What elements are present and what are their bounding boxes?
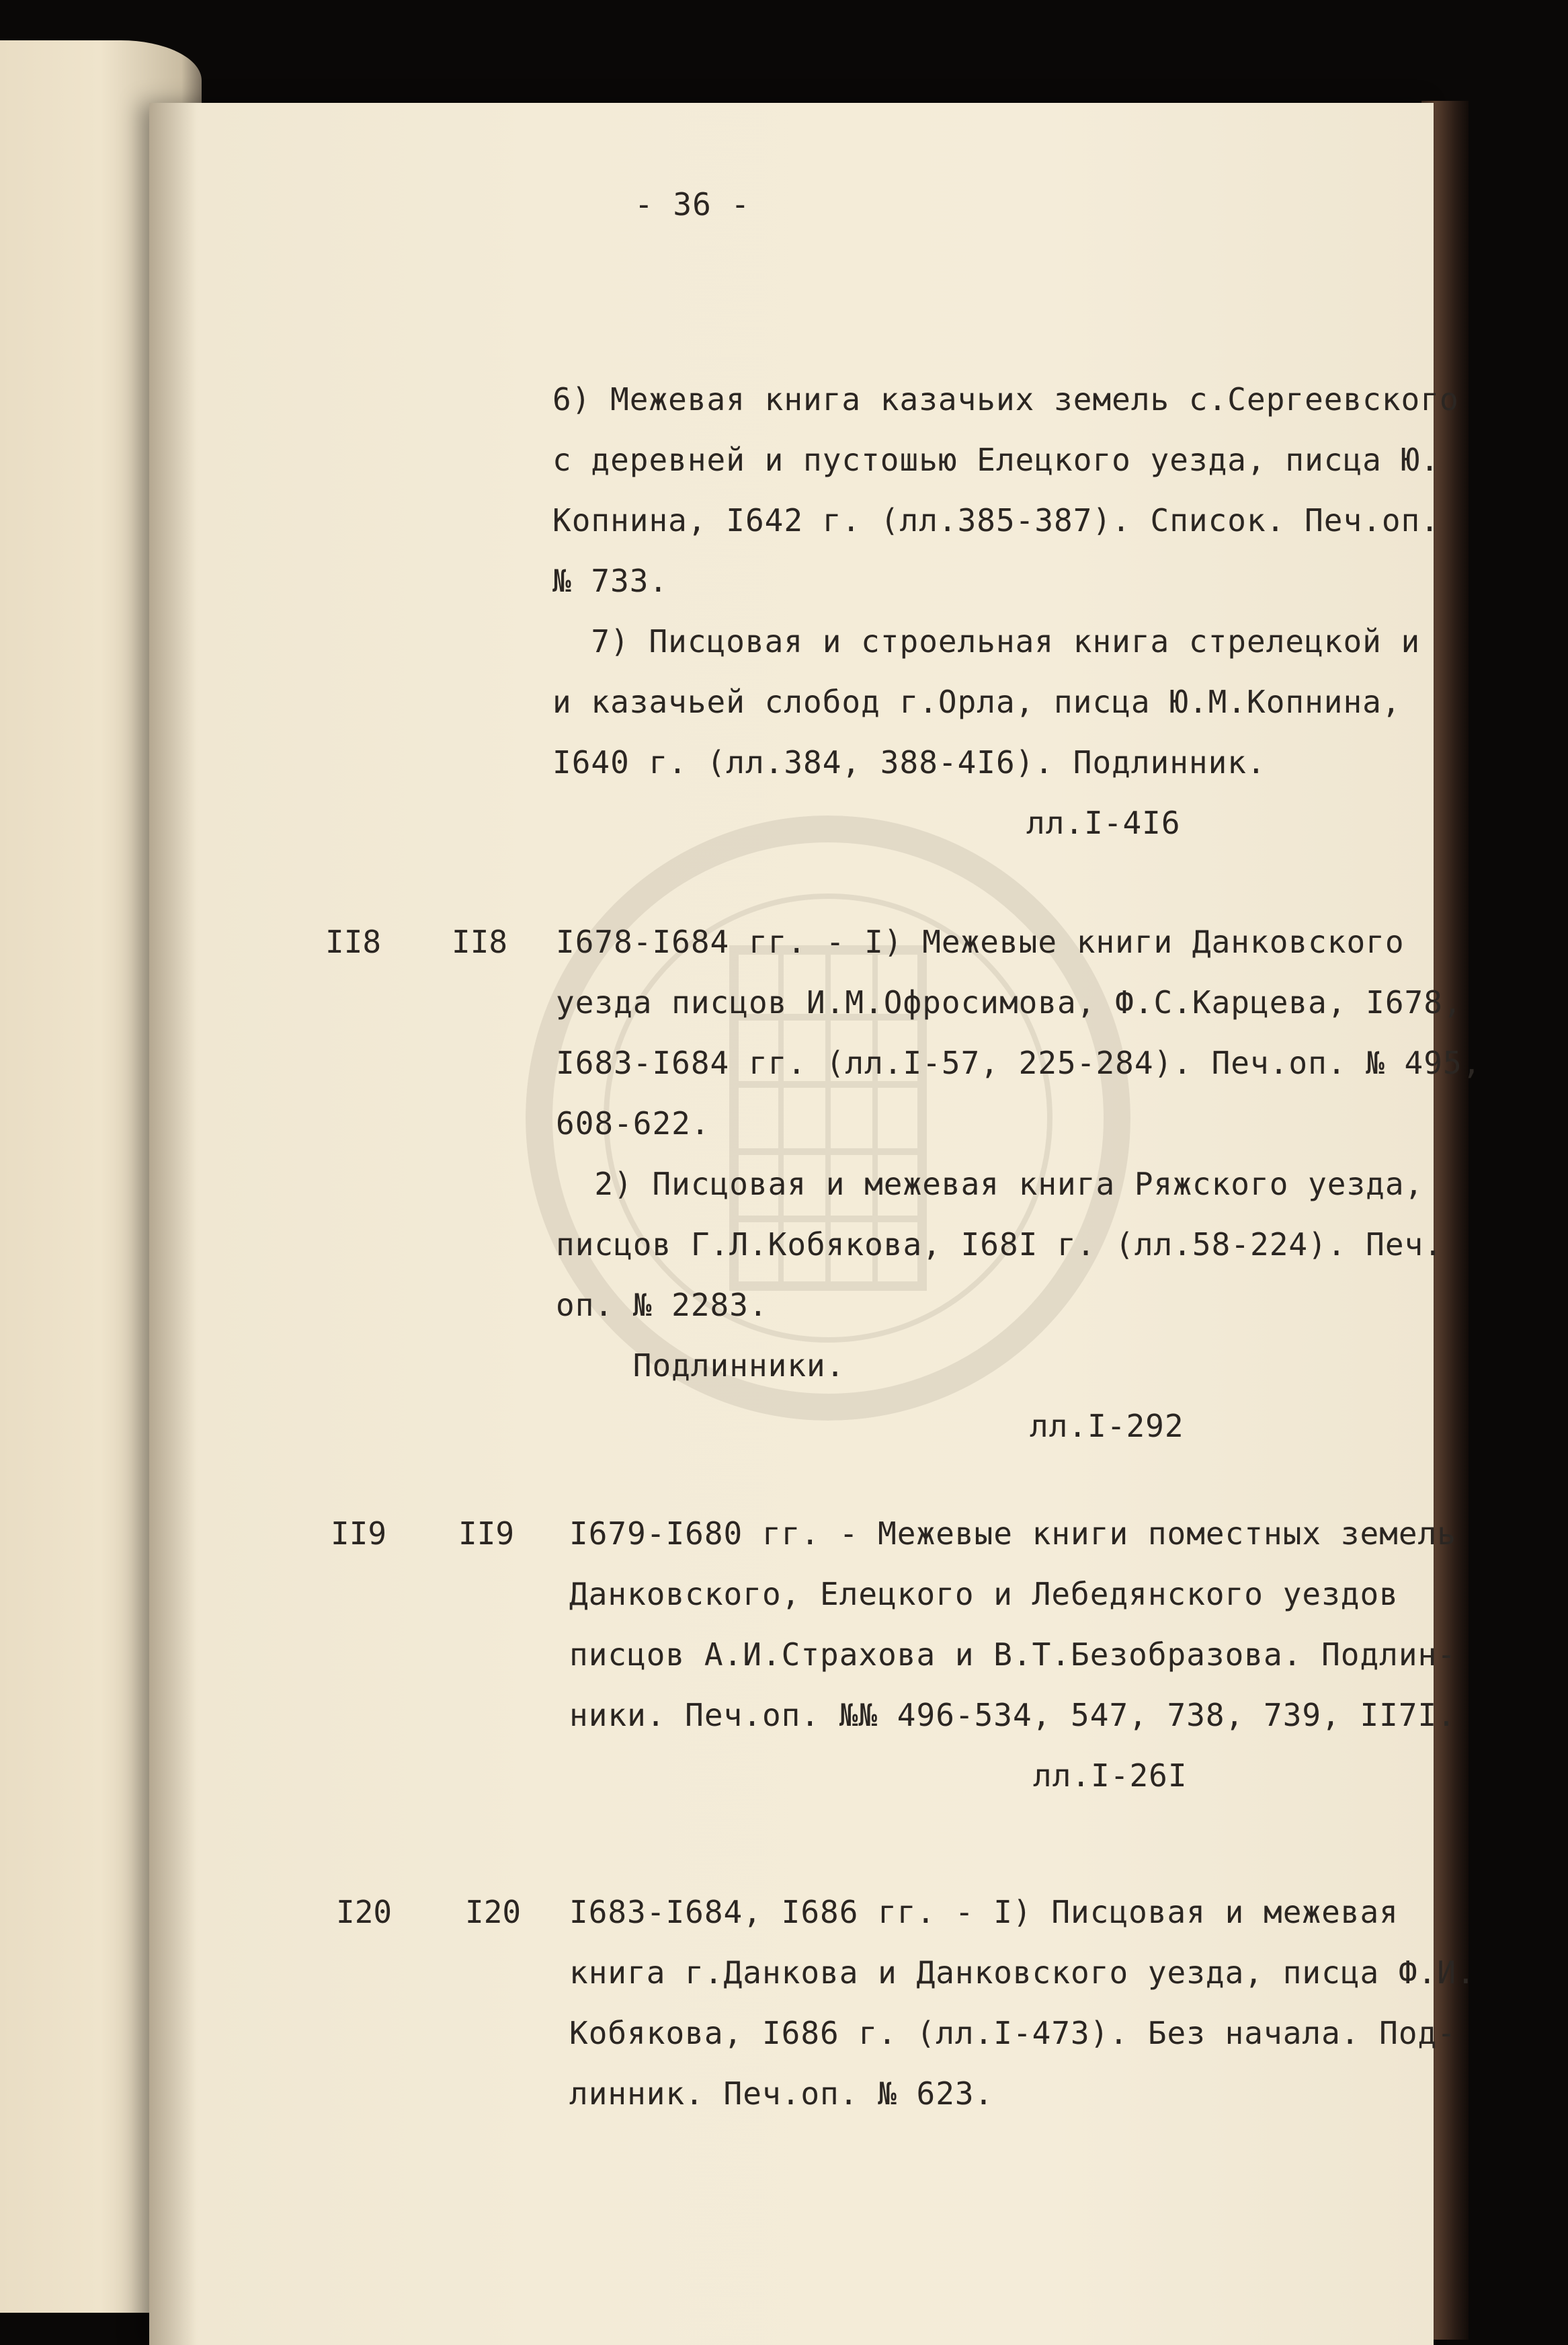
folio-range: лл.I-4I6 (1026, 805, 1181, 841)
text-line: I683-I684, I686 гг. - I) Писцовая и межевая (569, 1894, 1399, 1930)
text-line: I678-I684 гг. - I) Межевые книги Данковского (556, 924, 1405, 960)
text-line: 7) Писцовая и строельная книга стрелецкой и (552, 623, 1421, 660)
text-line: Кобякова, I686 г. (лл.I-473). Без начала. Под- (569, 2015, 1456, 2051)
folio-range: лл.I-26I (1033, 1757, 1188, 1794)
text-line: Копнина, I642 г. (лл.385-387). Список. Печ.оп. (552, 502, 1440, 539)
text-line: Данковского, Елецкого и Лебедянского уездов (569, 1576, 1399, 1612)
text-line: 608-622. (556, 1105, 710, 1142)
text-line: и казачьей слобод г.Орла, писца Ю.М.Копнина, (552, 684, 1401, 720)
page-number: - 36 - (634, 186, 751, 223)
text-line: I640 г. (лл.384, 388-4I6). Подлинник. (552, 744, 1266, 781)
text-line: № 733. (552, 563, 669, 599)
entry-number-old: II8 (325, 924, 382, 960)
entry-number-new: I20 (465, 1894, 522, 1930)
text-line: ники. Печ.оп. №№ 496-534, 547, 738, 739, II7I. (569, 1697, 1456, 1733)
text-line: I683-I684 гг. (лл.I-57, 225-284). Печ.оп. № 495, (556, 1045, 1482, 1081)
text-line: оп. № 2283. (556, 1287, 768, 1323)
entry-number-old: II9 (331, 1515, 387, 1552)
text-line: 6) Межевая книга казачьих земель с.Сергеевского (552, 381, 1459, 418)
text-line: уезда писцов И.М.Офросимова, Ф.С.Карцева, I678, (556, 984, 1462, 1021)
entry-number-old: I20 (336, 1894, 393, 1930)
entry-number-new: II9 (458, 1515, 515, 1552)
text-line: Подлинники. (556, 1347, 845, 1384)
text-line: I679-I680 гг. - Межевые книги поместных земель (569, 1515, 1456, 1552)
page-gutter-shadow (149, 103, 196, 2345)
text-line: с деревней и пустошью Елецкого уезда, писца Ю. (552, 442, 1440, 478)
text-line: 2) Писцовая и межевая книга Ряжского уезда, (556, 1166, 1424, 1202)
text-line: писцов А.И.Страхова и В.Т.Безобразова. Подлин- (569, 1636, 1456, 1673)
entry-number-new: II8 (452, 924, 508, 960)
text-line: линник. Печ.оп. № 623. (569, 2075, 994, 2112)
text-line: книга г.Данкова и Данковского уезда, писца Ф.И. (569, 1954, 1476, 1991)
text-line: писцов Г.Л.Кобякова, I68I г. (лл.58-224). Печ. (556, 1226, 1443, 1263)
folio-range: лл.I-292 (1030, 1408, 1184, 1444)
document-page (149, 103, 1482, 2345)
